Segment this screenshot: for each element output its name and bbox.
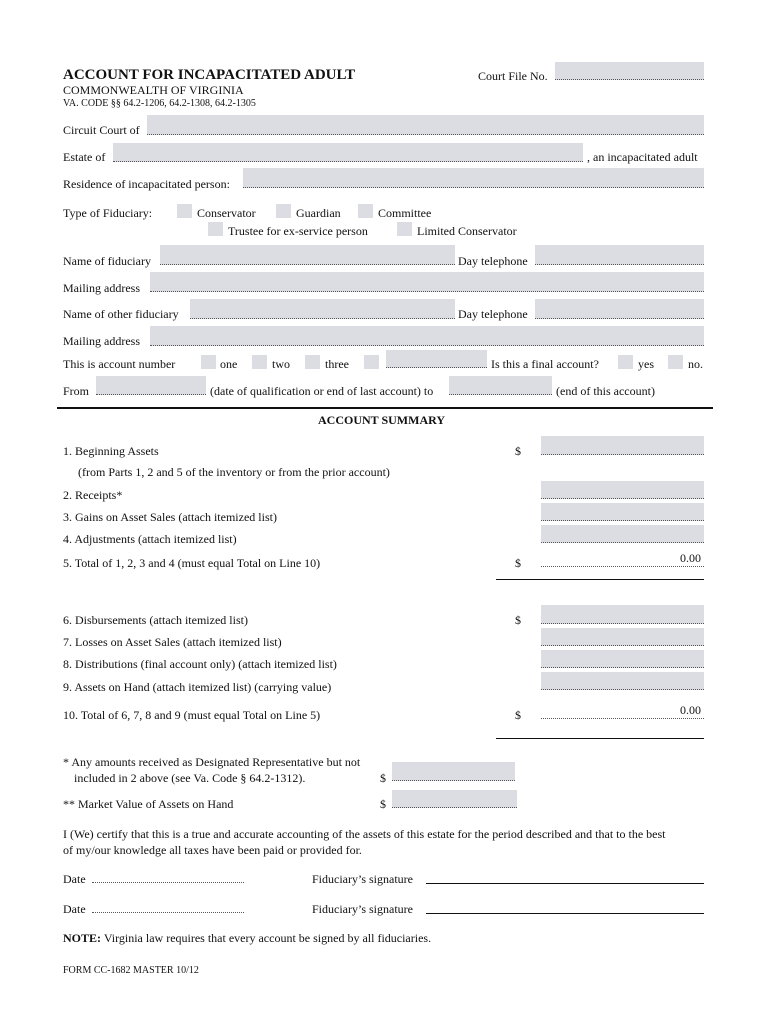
line9-field[interactable] xyxy=(541,672,704,690)
guardian-checkbox[interactable] xyxy=(276,204,291,218)
line5-currency: $ xyxy=(515,556,521,570)
line2-field[interactable] xyxy=(541,481,704,499)
day-telephone-field[interactable] xyxy=(535,245,704,265)
account-three-checkbox[interactable] xyxy=(305,355,320,369)
line4-field[interactable] xyxy=(541,525,704,543)
line7-field[interactable] xyxy=(541,628,704,646)
date1-field[interactable] xyxy=(92,882,244,883)
court-file-field[interactable] xyxy=(555,62,704,80)
guardian-label: Guardian xyxy=(296,206,341,220)
certification-line1: I (We) certify that this is a true and accurate accounting of the assets of this estate for the period described and that to the best xyxy=(63,827,666,841)
date2-field[interactable] xyxy=(92,912,244,913)
committee-label: Committee xyxy=(378,206,432,220)
to-description: (end of this account) xyxy=(556,384,655,398)
conservator-label: Conservator xyxy=(197,206,256,220)
residence-label: Residence of incapacitated person: xyxy=(63,177,230,191)
signature1-line[interactable] xyxy=(426,883,704,884)
mailing-address-label: Mailing address xyxy=(63,281,140,295)
market-value-label: ** Market Value of Assets on Hand xyxy=(63,797,234,811)
other-mailing-address-field[interactable] xyxy=(150,326,704,346)
line8-label: 8. Distributions (final account only) (attach itemized list) xyxy=(63,657,337,671)
trustee-label: Trustee for ex-service person xyxy=(228,224,368,238)
estate-label: Estate of xyxy=(63,150,106,164)
line5-label: 5. Total of 1, 2, 3 and 4 (must equal Total on Line 10) xyxy=(63,556,321,570)
residence-field[interactable] xyxy=(243,168,704,188)
account-two-checkbox[interactable] xyxy=(252,355,267,369)
line4-label: 4. Adjustments (attach itemized list) xyxy=(63,532,237,546)
name-fiduciary-field[interactable] xyxy=(160,245,455,265)
name-other-fiduciary-field[interactable] xyxy=(190,299,455,319)
circuit-court-label: Circuit Court of xyxy=(63,123,140,137)
va-code-label: VA. CODE §§ 64.2-1206, 64.2-1308, 64.2-1305 xyxy=(63,98,256,109)
fiduciary-type-label: Type of Fiduciary: xyxy=(63,206,153,220)
date1-label: Date xyxy=(63,872,86,886)
signature2-line[interactable] xyxy=(426,913,704,914)
line10-currency: $ xyxy=(515,708,521,722)
account-two-label: two xyxy=(272,357,290,371)
estate-field[interactable] xyxy=(113,143,583,162)
section-divider xyxy=(57,407,713,409)
final-yes-checkbox[interactable] xyxy=(618,355,633,369)
circuit-court-field[interactable] xyxy=(147,115,704,135)
commonwealth-label: COMMONWEALTH OF VIRGINIA xyxy=(63,83,244,97)
line5-underline xyxy=(496,579,704,580)
line5-total-field: 0.00 xyxy=(541,551,704,567)
designated-note-line2: included in 2 above (see Va. Code § 64.2-1312). xyxy=(74,771,306,785)
line2-label: 2. Receipts* xyxy=(63,488,123,502)
final-no-label: no. xyxy=(688,357,703,371)
form-title: ACCOUNT FOR INCAPACITATED ADULT xyxy=(63,67,356,83)
line6-field[interactable] xyxy=(541,605,704,624)
line1-note: (from Parts 1, 2 and 5 of the inventory or from the prior account) xyxy=(78,465,390,479)
line7-label: 7. Losses on Asset Sales (attach itemized list) xyxy=(63,635,282,649)
other-mailing-address-label: Mailing address xyxy=(63,334,140,348)
form-id: FORM CC-1682 MASTER 10/12 xyxy=(63,965,199,976)
signature2-label: Fiduciary’s signature xyxy=(312,902,413,916)
market-value-field[interactable] xyxy=(392,790,517,808)
final-account-label: Is this a final account? xyxy=(491,357,599,371)
to-date-field[interactable] xyxy=(449,376,552,395)
line6-label: 6. Disbursements (attach itemized list) xyxy=(63,613,248,627)
mailing-address-field[interactable] xyxy=(150,272,704,292)
line1-field[interactable] xyxy=(541,436,704,455)
line3-label: 3. Gains on Asset Sales (attach itemized list) xyxy=(63,510,277,524)
from-date-field[interactable] xyxy=(96,376,206,395)
from-description: (date of qualification or end of last account) to xyxy=(210,384,434,398)
final-no-checkbox[interactable] xyxy=(668,355,683,369)
trustee-checkbox[interactable] xyxy=(208,222,223,236)
line10-label: 10. Total of 6, 7, 8 and 9 (must equal Total on Line 5) xyxy=(63,708,321,722)
committee-checkbox[interactable] xyxy=(358,204,373,218)
court-file-label: Court File No. xyxy=(478,69,548,83)
line3-field[interactable] xyxy=(541,503,704,521)
name-other-fiduciary-label: Name of other fiduciary xyxy=(63,307,179,321)
limited-conservator-checkbox[interactable] xyxy=(397,222,412,236)
day-telephone-label: Day telephone xyxy=(458,254,528,268)
date2-label: Date xyxy=(63,902,86,916)
account-number-label: This is account number xyxy=(63,357,176,371)
line10-total-field: 0.00 xyxy=(541,703,704,719)
line1-currency: $ xyxy=(515,444,521,458)
designated-currency: $ xyxy=(380,771,386,785)
name-fiduciary-label: Name of fiduciary xyxy=(63,254,151,268)
certification-line2: of my/our knowledge all taxes have been paid or provided for. xyxy=(63,843,362,857)
note-text: Virginia law requires that every account be signed by all fiduciaries. xyxy=(103,931,432,945)
designated-amount-field[interactable] xyxy=(392,762,515,781)
line10-underline xyxy=(496,738,704,739)
estate-suffix: , an incapacitated adult xyxy=(587,150,698,164)
line8-field[interactable] xyxy=(541,650,704,668)
conservator-checkbox[interactable] xyxy=(177,204,192,218)
account-summary-heading: ACCOUNT SUMMARY xyxy=(318,413,446,427)
account-other-checkbox[interactable] xyxy=(364,355,379,369)
note-label: NOTE: xyxy=(63,931,102,945)
from-label: From xyxy=(63,384,90,398)
final-yes-label: yes xyxy=(638,357,654,371)
line9-label: 9. Assets on Hand (attach itemized list) (carrying value) xyxy=(63,680,332,694)
market-value-currency: $ xyxy=(380,797,386,811)
account-one-label: one xyxy=(220,357,238,371)
limited-conservator-label: Limited Conservator xyxy=(417,224,517,238)
designated-note-line1: * Any amounts received as Designated Representative but not xyxy=(63,755,361,769)
account-three-label: three xyxy=(325,357,349,371)
signature1-label: Fiduciary’s signature xyxy=(312,872,413,886)
other-day-telephone-field[interactable] xyxy=(535,299,704,319)
line1-label: 1. Beginning Assets xyxy=(63,444,159,458)
account-other-field[interactable] xyxy=(386,350,487,368)
account-one-checkbox[interactable] xyxy=(201,355,216,369)
other-day-telephone-label: Day telephone xyxy=(458,307,528,321)
line6-currency: $ xyxy=(515,613,521,627)
note-line xyxy=(63,931,431,945)
